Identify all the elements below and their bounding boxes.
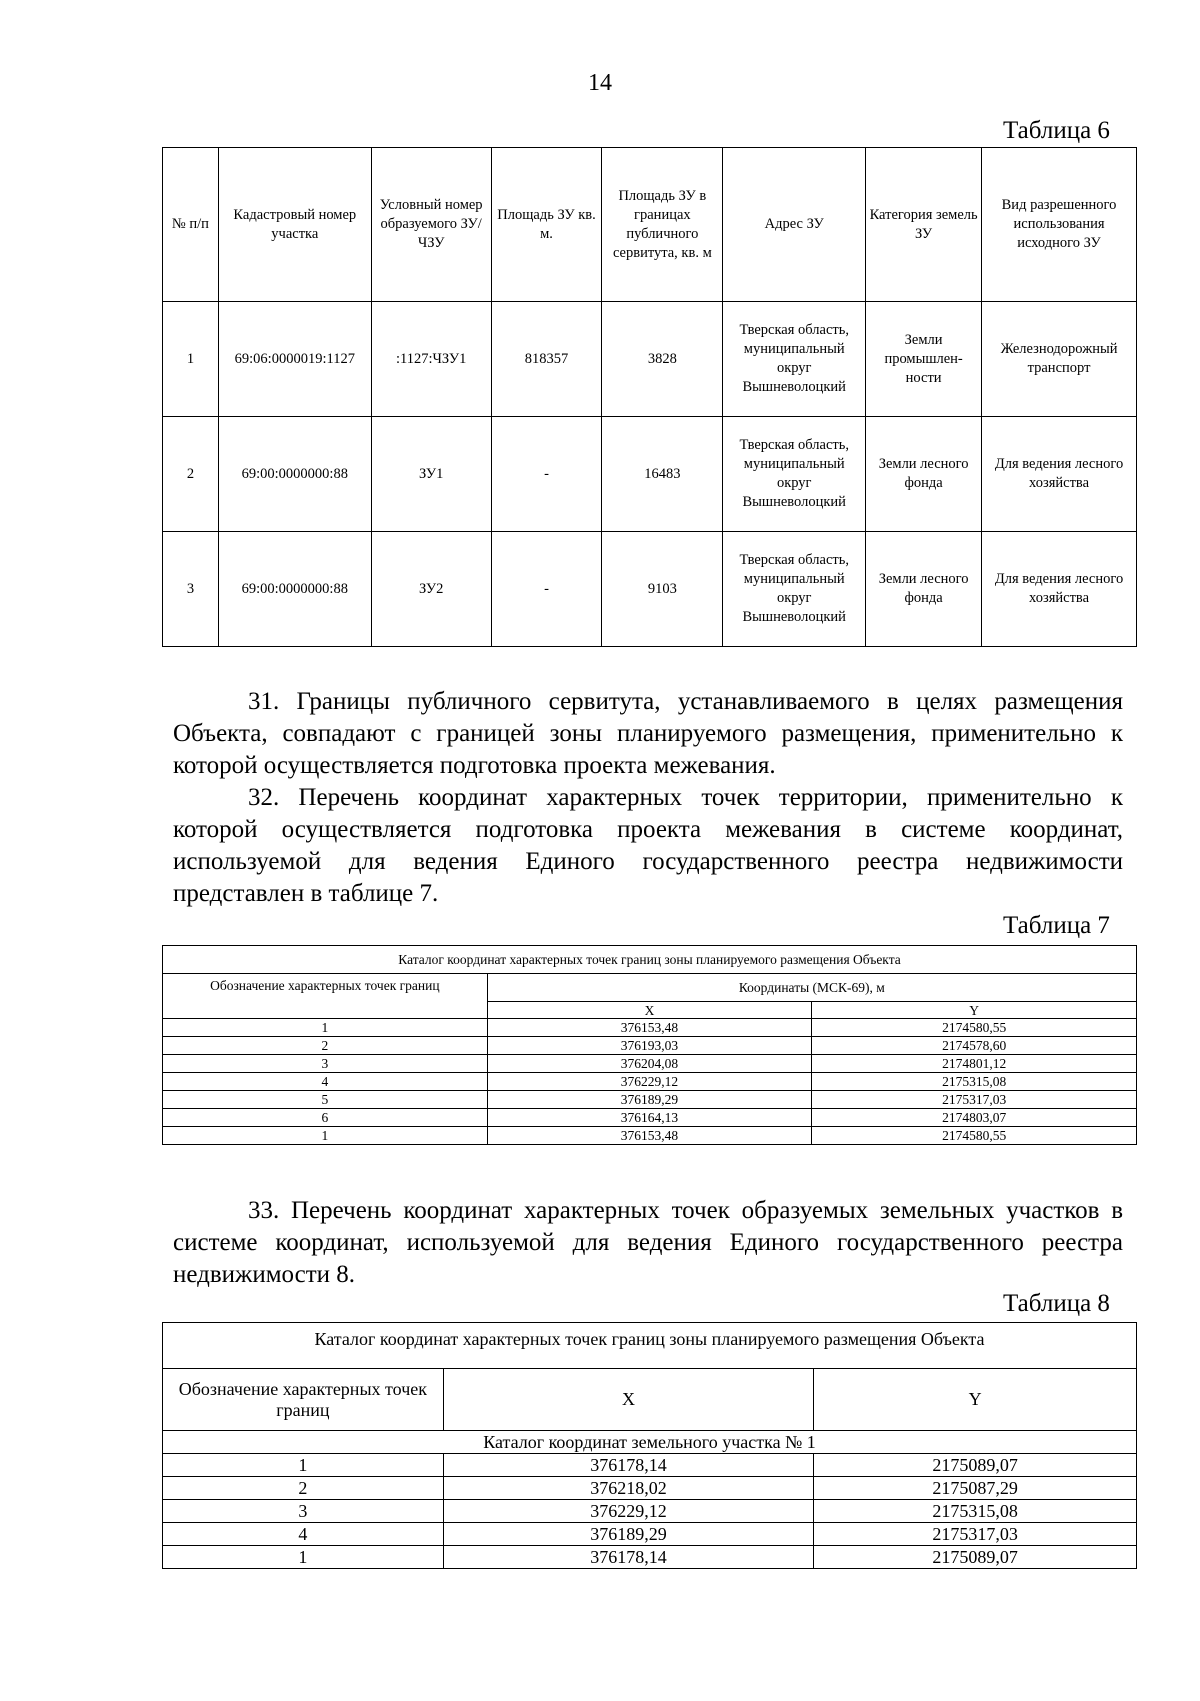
table8-caption: Таблица 8	[1003, 1290, 1110, 1317]
table6-header-cell: Условный номер образуемого ЗУ/ЧЗУ	[371, 148, 491, 302]
table-cell: 376189,29	[487, 1091, 812, 1109]
table-cell: 2175089,07	[814, 1546, 1137, 1569]
table7-point-header: Обозначение характерных точек границ	[163, 974, 488, 1019]
table-cell: 2174580,55	[812, 1127, 1137, 1145]
table7-y-header: Y	[812, 1002, 1137, 1019]
table6-header-cell: № п/п	[163, 148, 219, 302]
table6-header-cell: Вид разрешенного использования исходного ЗУ	[982, 148, 1137, 302]
table7-caption: Таблица 7	[1003, 912, 1110, 939]
table-cell: Для ведения лесного хозяйства	[982, 532, 1137, 647]
table-row	[163, 1546, 1137, 1569]
table-cell: 2174578,60	[812, 1037, 1137, 1055]
table-row	[163, 1037, 1137, 1055]
table-cell: 16483	[602, 417, 723, 532]
paragraph-33: 33. Перечень координат характерных точек образуемых земельных участков в системе координат, используемой для ведения Единого государственного реестра недвижимости 8.	[173, 1197, 1123, 1288]
paragraph-31-32	[173, 686, 1123, 910]
table7	[162, 945, 1137, 1145]
table-cell: -	[491, 417, 602, 532]
table-cell: 4	[163, 1073, 488, 1091]
table8-y-header: Y	[814, 1369, 1137, 1431]
table-cell: 376189,29	[443, 1523, 814, 1546]
table-cell: Тверская область, муниципальный округ Вышневолоцкий	[723, 417, 866, 532]
table-cell: Тверская область, муниципальный округ Вышневолоцкий	[723, 532, 866, 647]
table-cell: 376193,03	[487, 1037, 812, 1055]
table-cell: 3	[163, 1500, 444, 1523]
table-cell: 376218,02	[443, 1477, 814, 1500]
table6-header-cell: Площадь ЗУ в границах публичного сервитута, кв. м	[602, 148, 723, 302]
page-number: 14	[588, 70, 612, 96]
table-cell: 376178,14	[443, 1546, 814, 1569]
table-cell: 376153,48	[487, 1019, 812, 1037]
table-cell: 2174803,07	[812, 1109, 1137, 1127]
table-cell: 69:00:0000000:88	[218, 532, 371, 647]
table-cell: 376229,12	[487, 1073, 812, 1091]
table-cell: 4	[163, 1523, 444, 1546]
table7-title: Каталог координат характерных точек границ зоны планируемого размещения Объекта	[163, 946, 1137, 974]
table-cell: 1	[163, 1454, 444, 1477]
table6-header-cell: Адрес ЗУ	[723, 148, 866, 302]
table6-caption: Таблица 6	[1003, 117, 1110, 144]
table-cell: 2175315,08	[812, 1073, 1137, 1091]
table8-section-title: Каталог координат земельного участка № 1	[163, 1431, 1137, 1454]
table-row	[163, 1127, 1137, 1145]
table-cell: 6	[163, 1109, 488, 1127]
table-cell: 3828	[602, 302, 723, 417]
table7-x-header: X	[487, 1002, 812, 1019]
table-cell: 2	[163, 1037, 488, 1055]
table-cell: 376204,08	[487, 1055, 812, 1073]
table7-coords-header: Координаты (МСК-69), м	[487, 974, 1136, 1002]
table-cell: 5	[163, 1091, 488, 1109]
paragraph-31: 31. Границы публичного сервитута, устанавливаемого в целях размещения Объекта, совпадают с границей зоны планируемого размещения, применительно к которой осуществляется подготовка проекта межевания.	[173, 688, 1123, 779]
table-cell: :1127:ЧЗУ1	[371, 302, 491, 417]
table-row	[163, 1091, 1137, 1109]
table6-header-cell: Площадь ЗУ кв. м.	[491, 148, 602, 302]
table-cell: 2175317,03	[812, 1091, 1137, 1109]
table-cell: 376229,12	[443, 1500, 814, 1523]
table6	[162, 147, 1137, 647]
table-cell: 3	[163, 1055, 488, 1073]
table-row	[163, 1019, 1137, 1037]
table-cell: 2175089,07	[814, 1454, 1137, 1477]
table-cell: 3	[163, 532, 219, 647]
table6-header-row	[163, 148, 1137, 302]
table-cell: 2174580,55	[812, 1019, 1137, 1037]
table-cell: 376164,13	[487, 1109, 812, 1127]
table8-x-header: X	[443, 1369, 814, 1431]
table-cell: 2175315,08	[814, 1500, 1137, 1523]
table-cell: 2174801,12	[812, 1055, 1137, 1073]
table-row	[163, 1073, 1137, 1091]
table-cell: 1	[163, 1019, 488, 1037]
table-cell: 69:00:0000000:88	[218, 417, 371, 532]
table-row	[163, 302, 1137, 417]
table-cell: ЗУ1	[371, 417, 491, 532]
table-cell: 2	[163, 417, 219, 532]
table-cell: 2	[163, 1477, 444, 1500]
table-cell: 818357	[491, 302, 602, 417]
table-cell: ЗУ2	[371, 532, 491, 647]
table-cell: 1	[163, 1127, 488, 1145]
table-cell: -	[491, 532, 602, 647]
table8-title: Каталог координат характерных точек границ зоны планируемого размещения Объекта	[163, 1323, 1137, 1369]
paragraph-33-block	[173, 1195, 1123, 1291]
table8-point-header: Обозначение характерных точек границ	[163, 1369, 444, 1431]
table6-header-cell: Кадастровый номер участка	[218, 148, 371, 302]
table6-header-cell: Категория земель ЗУ	[866, 148, 982, 302]
table-row	[163, 1109, 1137, 1127]
table-cell: Железнодорожный транспорт	[982, 302, 1137, 417]
table-cell: 1	[163, 302, 219, 417]
table-cell: 1	[163, 1546, 444, 1569]
table-cell: Для ведения лесного хозяйства	[982, 417, 1137, 532]
paragraph-32: 32. Перечень координат характерных точек территории, применительно к которой осуществляется подготовка проекта межевания в системе координат, используемой для ведения Единого государственного реестра недвижимости представлен в таблице 7.	[173, 784, 1123, 907]
table-cell: 9103	[602, 532, 723, 647]
table-cell: Земли лесного фонда	[866, 417, 982, 532]
table-row	[163, 1454, 1137, 1477]
table-row	[163, 532, 1137, 647]
table-cell: Земли лесного фонда	[866, 532, 982, 647]
table-cell: Тверская область, муниципальный округ Вышневолоцкий	[723, 302, 866, 417]
table-cell: 376153,48	[487, 1127, 812, 1145]
table-row	[163, 1523, 1137, 1546]
table-row	[163, 1055, 1137, 1073]
table-cell: 376178,14	[443, 1454, 814, 1477]
table-row	[163, 417, 1137, 532]
table-cell: 2175087,29	[814, 1477, 1137, 1500]
table-cell: 2175317,03	[814, 1523, 1137, 1546]
table-cell: Земли промышлен-ности	[866, 302, 982, 417]
table-row	[163, 1500, 1137, 1523]
table-row	[163, 1477, 1137, 1500]
table8	[162, 1322, 1137, 1569]
table-cell: 69:06:0000019:1127	[218, 302, 371, 417]
